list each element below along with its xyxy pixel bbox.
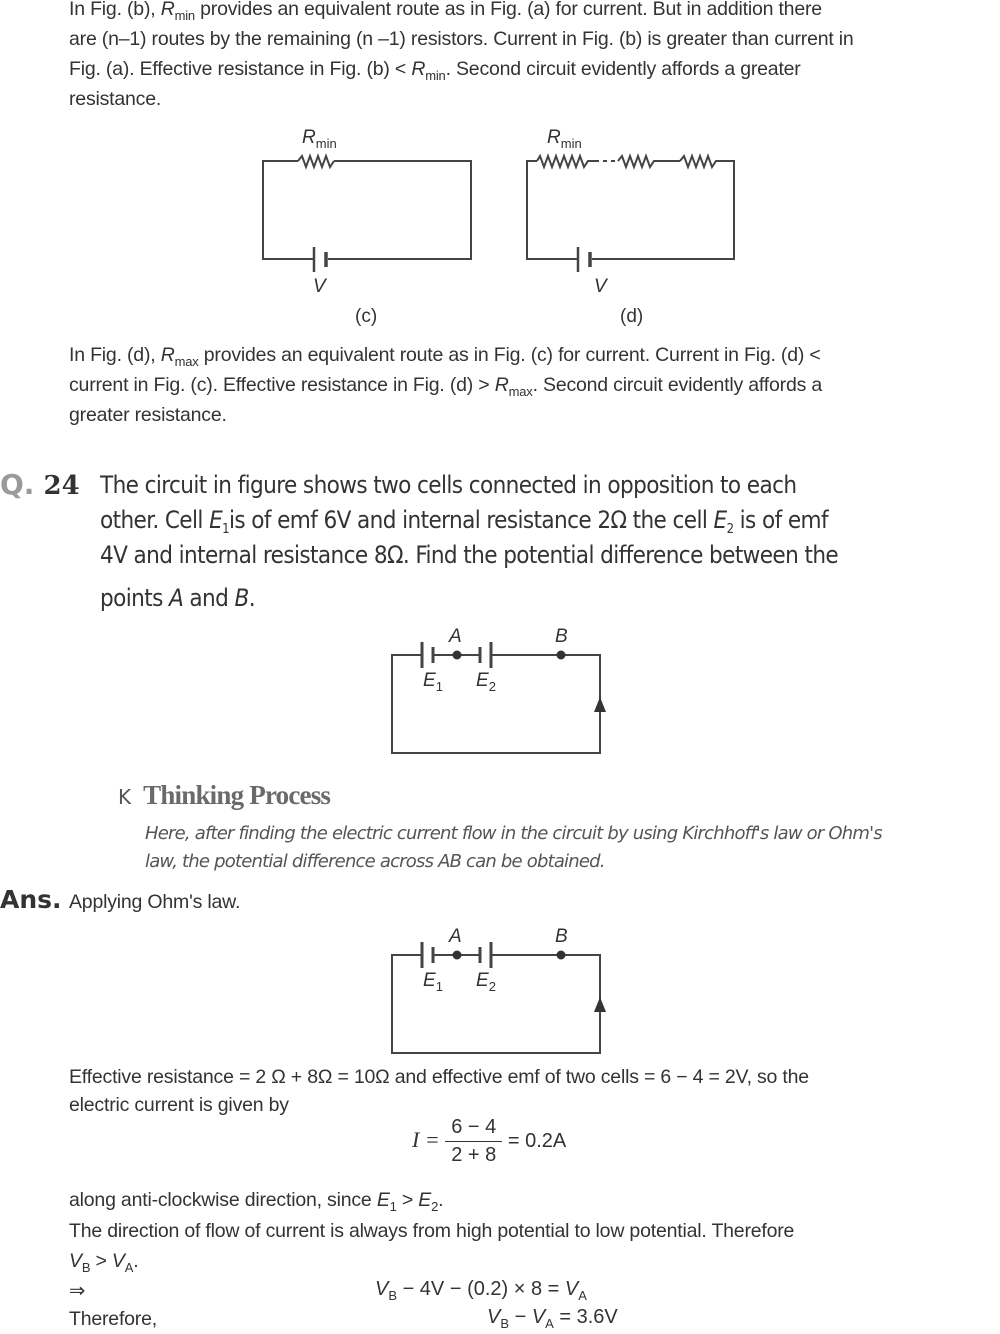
para1-line2: are (n–1) routes by the remaining (n –1) resistors. Current in Fig. (b) is greater than current in	[69, 28, 854, 50]
equation-2: $V_B - V_A = 3.6V$	[487, 1306, 618, 1331]
thinking-marker-icon: K	[118, 785, 132, 809]
fig-c-caption: (c)	[355, 306, 378, 327]
therefore-label: Therefore,	[69, 1308, 157, 1330]
fig-c-resistor-label: $R_{min}$	[302, 127, 337, 151]
equation-1: $V_B - 4V - (0.2) \times 8 = V_A$	[375, 1278, 587, 1303]
current-arrow-icon	[594, 697, 606, 712]
question-line1: The circuit in figure shows two cells connected in opposition to each	[100, 471, 797, 499]
label-E1: $E_1$	[423, 670, 443, 694]
eff-line2: electric current is given by	[69, 1094, 289, 1116]
fig-d-caption: (d)	[620, 306, 644, 327]
thinking-line1: Here, after finding the electric current flow in the circuit by using Kirchhoff's law or Ohm's	[145, 823, 882, 844]
question-marker	[0, 468, 80, 501]
para2-line3: greater resistance.	[69, 404, 227, 426]
label-E2: $E_2$	[476, 970, 496, 994]
flow-text	[69, 1216, 999, 1276]
label-B: B	[555, 626, 568, 647]
question-number: 24	[43, 471, 80, 501]
answer-marker: Ans.	[0, 885, 62, 914]
circuit-diagrams-c-d	[250, 120, 750, 340]
fig-d-resistor-label: $R_{min}$	[547, 127, 582, 151]
current-arrow-icon	[594, 997, 606, 1012]
implies-symbol: ⇒	[69, 1280, 86, 1302]
current-formula: I = $\frac{6 - 4}{2 + 8}$ = 0.2A	[412, 1116, 567, 1166]
thinking-line2: law, the potential difference across AB can be obtained.	[145, 851, 605, 872]
thinking-process-text	[145, 820, 955, 876]
fig-d-cell-label: V	[594, 276, 607, 297]
question-text	[100, 468, 998, 616]
question-line4: points A and B.	[100, 584, 255, 612]
label-A: A	[449, 926, 462, 947]
label-E1: $E_1$	[423, 970, 443, 994]
paragraph-fig-d-explanation	[69, 340, 999, 430]
para1-line1: In Fig. (b), $R_{min}$ provides an equivalent route as in Fig. (a) for current. But in addition there	[69, 0, 822, 23]
question-line3: 4V and internal resistance 8Ω. Find the potential difference between the	[100, 541, 839, 569]
fig-c-cell-label: V	[313, 276, 326, 297]
para1-line4: resistance.	[69, 88, 162, 110]
flow-line1: The direction of flow of current is always from high potential to low potential. Therefore	[69, 1220, 795, 1242]
q-icon: Q.	[0, 468, 35, 501]
answer-intro: Applying Ohm's law.	[69, 891, 241, 913]
direction-line: along anti-clockwise direction, since $E_1 > E_2$.	[69, 1189, 444, 1214]
paragraph-fig-b-explanation	[69, 0, 999, 114]
answer-circuit-diagram	[380, 920, 620, 1060]
eff-line1: Effective resistance = 2 Ω + 8Ω = 10Ω and effective emf of two cells = 6 − 4 = 2V, so the	[69, 1066, 809, 1088]
question-line2: other. Cell $E_1is$ of emf 6V and internal resistance 2Ω the cell $E_2$ is of emf	[100, 506, 828, 537]
para2-line1: In Fig. (d), $R_{max}$ provides an equivalent route as in Fig. (c) for current. Current in Fig. (d) <	[69, 344, 821, 369]
question-circuit-diagram	[380, 620, 620, 760]
para2-line2: current in Fig. (c). Effective resistance in Fig. $(d) > R_{max}$. Second circuit evidently affords a	[69, 374, 823, 399]
para1-line3: Fig. (a). Effective resistance in Fig. $(b) < R_{min}$. Second circuit evidently affords a greater	[69, 58, 801, 83]
flow-line2: $V_B > V_A$.	[69, 1250, 139, 1275]
label-E2: $E_2$	[476, 670, 496, 694]
label-B: B	[555, 926, 568, 947]
effective-resistance-text	[69, 1063, 999, 1119]
thinking-process-heading: K Thinking Process	[118, 780, 331, 810]
label-A: A	[449, 626, 462, 647]
